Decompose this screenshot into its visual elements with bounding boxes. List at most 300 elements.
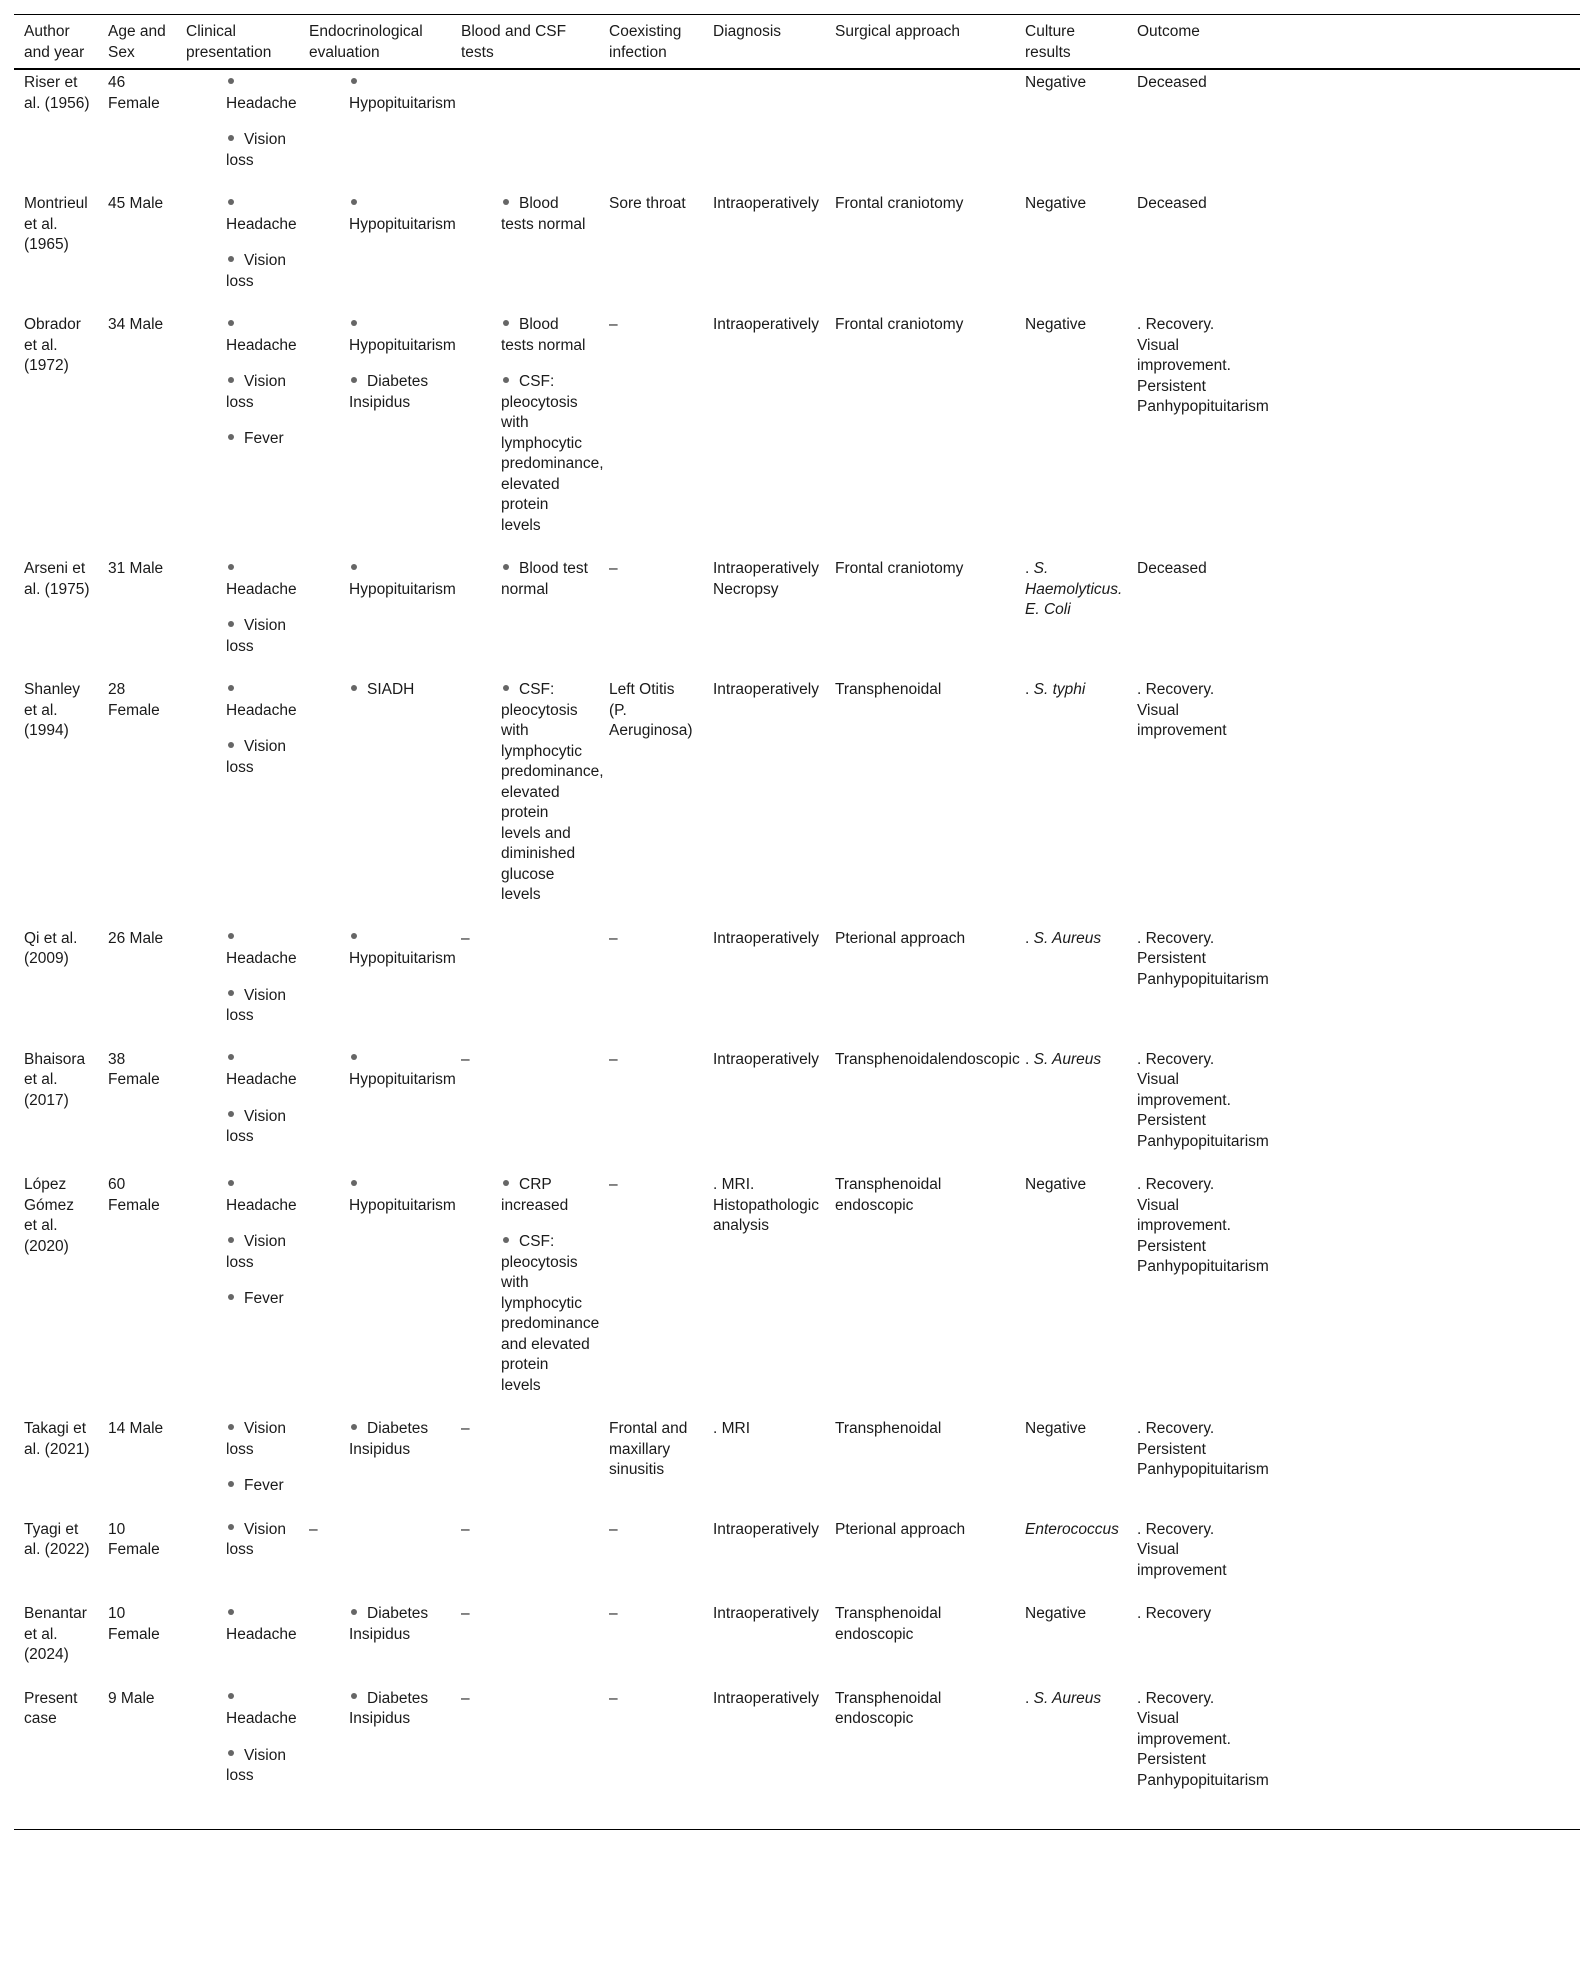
test-item	[461, 315, 591, 356]
bullet-icon	[228, 1424, 234, 1430]
header-endocrinological-evaluation: Endocrinological evaluation	[299, 15, 451, 70]
clinical-presentation-cell	[176, 1172, 299, 1416]
outcome-text: . Recovery. Visual improvement. Persistent Panhypopituitarism	[1137, 1050, 1269, 1150]
endocrinological-evaluation-cell	[299, 191, 456, 312]
header-diagnosis: Diagnosis	[703, 15, 825, 70]
endocrine-list	[309, 1050, 456, 1091]
bullet-icon	[503, 685, 509, 691]
tests-empty-text: –	[461, 1420, 470, 1437]
outcome-cell	[1127, 677, 1580, 926]
age-sex-cell: 9 Male	[108, 1689, 155, 1707]
endocrine-item-text: SIADH	[367, 681, 415, 698]
endocrine-list	[309, 1419, 443, 1460]
clinical-presentation-cell	[176, 1686, 299, 1830]
author-year-cell: Takagi et al. (2021)	[24, 1420, 90, 1458]
clinical-list	[186, 680, 297, 778]
test-item-text: CSF: pleocytosis with lymphocytic predominance, elevated protein levels and diminished glucose levels	[501, 681, 604, 903]
tests-empty-text: –	[461, 1605, 470, 1622]
bullet-icon	[228, 933, 234, 939]
endocrine-item	[309, 315, 456, 356]
bullet-icon	[228, 564, 234, 570]
age-sex-cell: 46 Female	[108, 74, 160, 112]
test-item-text: Blood tests normal	[501, 195, 586, 233]
endocrine-list	[309, 1689, 443, 1730]
bullet-icon	[351, 320, 357, 326]
culture-results-cell	[1015, 1172, 1127, 1416]
outcome-cell	[1127, 1172, 1580, 1416]
bullet-icon	[351, 564, 357, 570]
author-year-cell: Riser et al. (1956)	[24, 74, 90, 112]
header-culture-results: Culture results	[1015, 15, 1127, 70]
author-year-cell: Tyagi et al. (2022)	[24, 1520, 90, 1558]
test-item-text: CRP increased	[501, 1176, 569, 1214]
tests-empty-text: –	[461, 1689, 470, 1707]
test-item	[461, 680, 604, 906]
endocrine-item-text: Diabetes Insipidus	[349, 1689, 429, 1727]
clinical-item-text: Headache	[226, 580, 297, 598]
outcome-text: Deceased	[1137, 195, 1207, 212]
culture-prefix: .	[1025, 1050, 1034, 1068]
table-row	[14, 1517, 1580, 1602]
endocrine-item	[309, 1604, 443, 1645]
endocrine-list	[309, 194, 456, 235]
blood-csf-tests-cell	[451, 1601, 599, 1686]
endocrine-item-text: Hypopituitarism	[349, 1196, 456, 1214]
blood-csf-tests-cell	[451, 926, 599, 1047]
clinical-item	[186, 737, 291, 778]
clinical-item	[186, 1604, 297, 1645]
outcome-text: . Recovery. Visual improvement. Persistent Panhypopituitarism	[1137, 316, 1269, 415]
outcome-cell	[1127, 1517, 1580, 1602]
clinical-item	[186, 1289, 291, 1310]
culture-value: S. Aureus	[1033, 1050, 1102, 1068]
diagnosis-cell	[703, 69, 825, 191]
table-row	[14, 926, 1580, 1047]
bullet-icon	[503, 1180, 509, 1186]
surgical-approach-cell: Transphenoidal endoscopic	[835, 1605, 942, 1643]
clinical-presentation-cell	[176, 1416, 299, 1517]
endocrine-item-text: Diabetes Insipidus	[349, 1605, 429, 1643]
endocrine-item-text: Diabetes Insipidus	[349, 373, 429, 411]
clinical-item-text: Vision loss	[226, 1420, 286, 1458]
endocrine-list	[309, 929, 456, 970]
culture-prefix: .	[1025, 929, 1034, 947]
header-surgical-approach: Surgical approach	[825, 15, 1015, 70]
age-sex-cell: 38 Female	[108, 1050, 160, 1088]
bullet-icon	[228, 1750, 234, 1756]
diagnosis-cell: Intraoperatively	[713, 929, 819, 947]
blood-csf-tests-cell	[451, 1517, 599, 1602]
clinical-item-text: Vision loss	[226, 1107, 286, 1145]
test-item-text: Blood test normal	[501, 560, 588, 598]
header-clinical-presentation: Clinical presentation	[176, 15, 299, 70]
clinical-item	[186, 315, 297, 356]
clinical-item	[186, 1175, 297, 1216]
age-sex-cell: 10 Female	[108, 1605, 160, 1643]
clinical-item-text: Fever	[244, 1477, 284, 1494]
bullet-icon	[351, 1054, 357, 1060]
coexisting-infection-cell: –	[609, 1050, 618, 1068]
clinical-item-text: Vision loss	[226, 1520, 286, 1558]
author-year-cell: Montrieul et al. (1965)	[24, 195, 88, 253]
tests-list	[461, 315, 604, 536]
endocrinological-evaluation-cell	[299, 1416, 451, 1517]
endocrinological-evaluation-cell	[299, 926, 456, 1047]
clinical-presentation-cell	[176, 312, 299, 556]
endocrine-list	[309, 1604, 443, 1645]
endocrine-list	[309, 315, 456, 413]
clinical-item	[186, 1520, 291, 1561]
age-sex-cell: 34 Male	[108, 316, 164, 333]
surgical-approach-cell	[825, 69, 1015, 191]
clinical-item	[186, 616, 291, 657]
table-row	[14, 1686, 1580, 1830]
endocrine-item	[309, 194, 456, 235]
outcome-cell	[1127, 556, 1580, 677]
bullet-icon	[228, 320, 234, 326]
table-header	[14, 15, 1580, 70]
clinical-item	[186, 73, 297, 114]
culture-value: Negative	[1025, 1605, 1087, 1622]
clinical-item-text: Headache	[226, 701, 297, 719]
clinical-item-text: Vision loss	[226, 252, 286, 290]
coexisting-infection-cell: Frontal and maxillary sinusitis	[609, 1420, 688, 1478]
bullet-icon	[351, 933, 357, 939]
endocrine-list	[309, 1175, 456, 1216]
endocrinological-evaluation-cell	[299, 677, 451, 926]
header-outcome: Outcome	[1127, 15, 1580, 70]
clinical-list	[186, 1050, 297, 1148]
culture-value: S. Aureus	[1033, 929, 1102, 947]
blood-csf-tests-cell	[451, 1172, 599, 1416]
culture-value: Negative	[1025, 1420, 1087, 1437]
clinical-item	[186, 986, 291, 1027]
blood-csf-tests-cell	[451, 1686, 599, 1830]
culture-value: Enterococcus	[1025, 1520, 1119, 1538]
endocrine-item	[309, 1175, 456, 1216]
bullet-icon	[228, 1237, 234, 1243]
endocrine-item	[309, 1419, 443, 1460]
bullet-icon	[228, 434, 234, 440]
endocrine-item-text: Hypopituitarism	[349, 94, 456, 112]
clinical-list	[186, 1175, 297, 1310]
diagnosis-cell: . MRI. Histopathologic analysis	[713, 1176, 819, 1234]
outcome-cell	[1127, 1686, 1580, 1830]
surgical-approach-cell: Transphenoidalendoscopic	[835, 1050, 1020, 1068]
blood-csf-tests-cell	[451, 69, 599, 191]
clinical-item-text: Headache	[226, 94, 297, 112]
surgical-approach-cell: Transphenoidal endoscopic	[835, 1176, 942, 1214]
culture-value: Negative	[1025, 1176, 1087, 1193]
test-item-text: Blood tests normal	[501, 316, 586, 354]
endocrinological-evaluation-cell	[299, 1686, 451, 1830]
diagnosis-cell: Intraoperatively	[713, 1605, 819, 1622]
bullet-icon	[228, 1524, 234, 1530]
test-item-text: CSF: pleocytosis with lymphocytic predominance and elevated protein levels	[501, 1233, 600, 1394]
literature-review-table	[14, 14, 1580, 1830]
clinical-list	[186, 73, 297, 171]
author-year-cell: Shanley et al. (1994)	[24, 681, 81, 739]
surgical-approach-cell: Frontal craniotomy	[835, 195, 964, 212]
outcome-cell	[1127, 191, 1580, 312]
clinical-item	[186, 251, 291, 292]
bullet-icon	[228, 1054, 234, 1060]
bullet-icon	[351, 78, 357, 84]
bullet-icon	[228, 199, 234, 205]
diagnosis-cell: Intraoperatively	[713, 1520, 819, 1538]
bullet-icon	[503, 377, 509, 383]
header-row	[14, 15, 1580, 70]
surgical-approach-cell: Frontal craniotomy	[835, 316, 964, 333]
clinical-presentation-cell	[176, 677, 299, 926]
age-sex-cell: 26 Male	[108, 929, 164, 947]
endocrine-item-text: Hypopituitarism	[349, 1071, 456, 1088]
blood-csf-tests-cell	[451, 191, 599, 312]
diagnosis-cell: Intraoperatively Necropsy	[713, 560, 819, 598]
clinical-list	[186, 929, 297, 1027]
culture-results-cell	[1015, 1686, 1127, 1830]
culture-results-cell	[1015, 69, 1127, 191]
endocrine-item-text: Hypopituitarism	[349, 580, 456, 598]
surgical-approach-cell: Frontal craniotomy	[835, 560, 964, 577]
diagnosis-cell: Intraoperatively	[713, 195, 819, 212]
tests-list	[461, 559, 591, 600]
endocrine-empty-text: –	[309, 1520, 318, 1538]
surgical-approach-cell: Transphenoidal	[835, 681, 942, 698]
coexisting-infection-cell: Sore throat	[609, 195, 686, 212]
author-year-cell: Qi et al. (2009)	[24, 929, 78, 967]
culture-results-cell	[1015, 312, 1127, 556]
coexisting-infection-cell: Left Otitis (P. Aeruginosa)	[609, 681, 693, 739]
endocrine-item-text: Hypopituitarism	[349, 215, 456, 233]
table-row	[14, 69, 1580, 191]
table-row	[14, 1416, 1580, 1517]
blood-csf-tests-cell	[451, 1047, 599, 1173]
clinical-item-text: Vision loss	[226, 738, 286, 776]
outcome-text: . Recovery. Visual improvement. Persistent Panhypopituitarism	[1137, 1689, 1269, 1789]
clinical-item	[186, 1689, 297, 1730]
outcome-text: . Recovery. Persistent Panhypopituitarism	[1137, 929, 1269, 988]
tests-empty-text: –	[461, 1050, 470, 1068]
culture-value: S. Haemolyticus. E. Coli	[1025, 560, 1123, 618]
diagnosis-cell: Intraoperatively	[713, 1050, 819, 1068]
tests-empty-text: –	[461, 1520, 470, 1538]
clinical-presentation-cell	[176, 556, 299, 677]
header-coexisting-infection: Coexisting infection	[599, 15, 703, 70]
endocrinological-evaluation-cell	[299, 1601, 451, 1686]
tests-list	[461, 680, 604, 906]
author-year-cell: López Gómez et al. (2020)	[24, 1176, 74, 1255]
clinical-item-text: Fever	[244, 430, 284, 447]
blood-csf-tests-cell	[451, 1416, 599, 1517]
test-item	[461, 194, 591, 235]
endocrine-item-text: Hypopituitarism	[349, 336, 456, 354]
age-sex-cell: 45 Male	[108, 195, 164, 212]
outcome-text: Deceased	[1137, 74, 1207, 91]
endocrine-list	[309, 680, 443, 701]
clinical-item	[186, 1050, 297, 1091]
blood-csf-tests-cell	[451, 556, 599, 677]
endocrinological-evaluation-cell	[299, 69, 456, 191]
table-row	[14, 556, 1580, 677]
age-sex-cell: 28 Female	[108, 681, 160, 719]
clinical-item	[186, 1107, 291, 1148]
endocrine-list	[309, 559, 456, 600]
bullet-icon	[228, 685, 234, 691]
culture-value: S. Aureus	[1033, 1689, 1102, 1707]
outcome-text: Deceased	[1137, 560, 1207, 577]
table-row	[14, 1601, 1580, 1686]
age-sex-cell: 31 Male	[108, 560, 164, 577]
bullet-icon	[228, 1609, 234, 1615]
culture-results-cell	[1015, 1416, 1127, 1517]
clinical-list	[186, 194, 297, 292]
culture-results-cell	[1015, 1601, 1127, 1686]
clinical-item-text: Fever	[244, 1290, 284, 1307]
endocrine-item-text: Hypopituitarism	[349, 950, 456, 967]
culture-results-cell	[1015, 556, 1127, 677]
coexisting-infection-cell: –	[609, 1176, 618, 1193]
coexisting-infection-cell: –	[609, 560, 618, 577]
bullet-icon	[228, 1294, 234, 1300]
tests-list	[461, 194, 591, 235]
clinical-item-text: Vision loss	[226, 373, 286, 411]
clinical-item	[186, 929, 297, 970]
surgical-approach-cell: Pterional approach	[835, 1520, 966, 1538]
endocrine-list	[309, 73, 456, 114]
bullet-icon	[228, 377, 234, 383]
coexisting-infection-cell: –	[609, 929, 618, 947]
outcome-cell	[1127, 926, 1580, 1047]
outcome-text: . Recovery. Visual improvement. Persistent Panhypopituitarism	[1137, 1176, 1269, 1275]
bullet-icon	[503, 564, 509, 570]
clinical-item-text: Headache	[226, 1071, 297, 1088]
table-row	[14, 1172, 1580, 1416]
outcome-cell	[1127, 1047, 1580, 1173]
header-author-year: Author and year	[14, 15, 98, 70]
culture-results-cell	[1015, 1047, 1127, 1173]
outcome-cell	[1127, 312, 1580, 556]
bullet-icon	[228, 621, 234, 627]
clinical-item-text: Vision loss	[226, 986, 286, 1024]
clinical-item-text: Headache	[226, 1196, 297, 1214]
table-row	[14, 312, 1580, 556]
clinical-list	[186, 1604, 297, 1645]
bullet-icon	[228, 1693, 234, 1699]
diagnosis-cell: Intraoperatively	[713, 1689, 819, 1707]
bullet-icon	[228, 1481, 234, 1487]
culture-results-cell	[1015, 926, 1127, 1047]
surgical-approach-cell: Transphenoidal	[835, 1420, 942, 1437]
table-row	[14, 191, 1580, 312]
clinical-presentation-cell	[176, 69, 299, 191]
clinical-item	[186, 429, 291, 450]
bullet-icon	[351, 1180, 357, 1186]
bullet-icon	[351, 685, 357, 691]
author-year-cell: Present case	[24, 1689, 78, 1727]
clinical-item	[186, 680, 297, 721]
clinical-item	[186, 194, 297, 235]
bullet-icon	[503, 199, 509, 205]
clinical-item	[186, 1746, 291, 1787]
clinical-presentation-cell	[176, 926, 299, 1047]
diagnosis-cell: Intraoperatively	[713, 681, 819, 698]
bullet-icon	[228, 135, 234, 141]
endocrine-item-text: Diabetes Insipidus	[349, 1420, 429, 1458]
diagnosis-cell: . MRI	[713, 1420, 751, 1437]
endocrine-item	[309, 680, 443, 701]
endocrine-item	[309, 73, 456, 114]
table-row	[14, 1047, 1580, 1173]
endocrinological-evaluation-cell	[299, 312, 456, 556]
outcome-text: . Recovery. Visual improvement	[1137, 1520, 1227, 1579]
blood-csf-tests-cell	[451, 312, 604, 556]
bullet-icon	[503, 1237, 509, 1243]
test-item	[461, 559, 591, 600]
clinical-item	[186, 1476, 291, 1497]
bullet-icon	[351, 1424, 357, 1430]
header-blood-csf-tests: Blood and CSF tests	[451, 15, 599, 70]
endocrinological-evaluation-cell	[299, 1517, 451, 1602]
table-row	[14, 677, 1580, 926]
diagnosis-cell: Intraoperatively	[713, 316, 819, 333]
endocrinological-evaluation-cell	[299, 556, 456, 677]
test-item	[461, 1175, 591, 1216]
clinical-presentation-cell	[176, 1047, 299, 1173]
test-item-text: CSF: pleocytosis with lymphocytic predominance, elevated protein levels	[501, 373, 604, 534]
clinical-item	[186, 130, 291, 171]
clinical-presentation-cell	[176, 1601, 299, 1686]
clinical-item-text: Vision loss	[226, 1746, 286, 1784]
bullet-icon	[228, 1111, 234, 1117]
endocrine-item	[309, 929, 456, 970]
bullet-icon	[228, 742, 234, 748]
bullet-icon	[228, 1180, 234, 1186]
clinical-item	[186, 372, 291, 413]
coexisting-infection-cell: –	[609, 1520, 618, 1538]
bullet-icon	[351, 199, 357, 205]
clinical-presentation-cell	[176, 191, 299, 312]
clinical-item-text: Vision loss	[226, 131, 286, 169]
culture-value: Negative	[1025, 74, 1087, 91]
clinical-list	[186, 559, 297, 657]
bullet-icon	[351, 1693, 357, 1699]
culture-value: Negative	[1025, 195, 1087, 212]
table-body	[14, 69, 1580, 1830]
clinical-item	[186, 1419, 291, 1460]
clinical-item	[186, 1232, 291, 1273]
culture-results-cell	[1015, 677, 1127, 926]
test-item	[461, 372, 604, 536]
endocrine-item	[309, 372, 443, 413]
bullet-icon	[503, 320, 509, 326]
age-sex-cell: 14 Male	[108, 1420, 164, 1437]
culture-value: S. typhi	[1033, 681, 1086, 698]
clinical-list	[186, 1689, 297, 1787]
author-year-cell: Arseni et al. (1975)	[24, 560, 90, 598]
header-age-sex: Age and Sex	[98, 15, 176, 70]
clinical-item-text: Headache	[226, 950, 297, 967]
age-sex-cell: 60 Female	[108, 1176, 160, 1214]
culture-prefix: .	[1025, 681, 1034, 698]
outcome-cell	[1127, 1601, 1580, 1686]
clinical-presentation-cell	[176, 1517, 299, 1602]
outcome-text: . Recovery. Persistent Panhypopituitarism	[1137, 1420, 1269, 1478]
surgical-approach-cell: Pterional approach	[835, 929, 966, 947]
coexisting-infection-cell: –	[609, 1689, 618, 1707]
outcome-cell	[1127, 69, 1580, 191]
clinical-list	[186, 1419, 291, 1497]
